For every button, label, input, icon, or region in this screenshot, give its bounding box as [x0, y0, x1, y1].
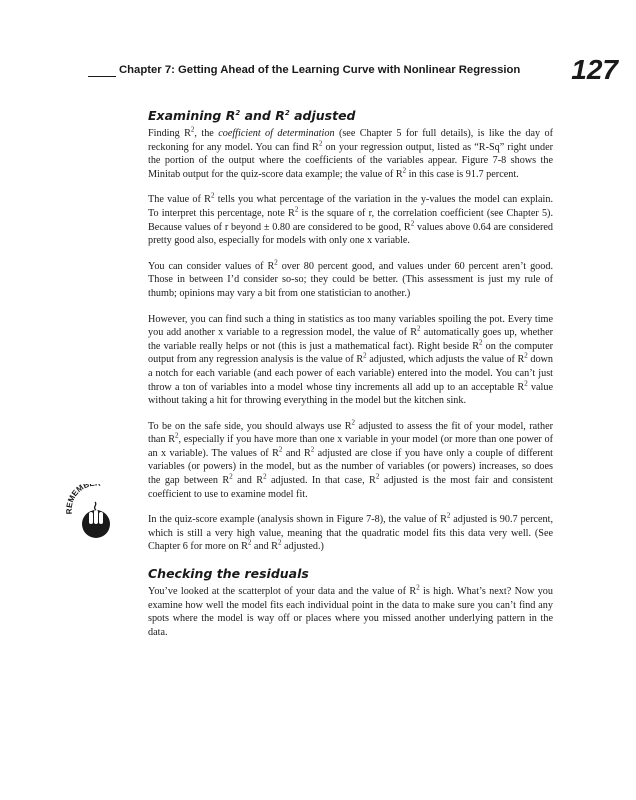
section-heading-checking-residuals: Checking the residuals: [148, 566, 309, 582]
running-header: [88, 56, 618, 96]
paragraph: However, you can find such a thing in statistics as too many variables spoiling the pot. Every time you add another x variable to a regression model, the value of $R^2$ automatically goes up, whether the variable really helps or not (this is just a mathematical fact). Right beside $R^2$ on the computer output from any regression analysis is the value of $R^2$ adjusted, which adjusts the value of $R^2$ down a notch for each variable (and each power of each variable) entered into the model. You can’t just throw a ton of variables into a model whose tiny increments all add up to an acceptable $R^2$ value without taking a hit for throwing everything in the model but the kitchen sink.: [148, 313, 554, 407]
remember-label: REMEMB: [64, 484, 91, 515]
paragraph: The value of $R^2$ tells you what percentage of the variation in the y-values the model can explain. To interpret this percentage, note $R^2$ is the square of r, the correlation coefficient (see Chapter 5). Because values of r beyond ± 0.80 are considered to be good, $R^2$ values above 0.64 are considered pretty good also, especially for models with only one x variable.: [148, 191, 553, 247]
paragraph-remember: To be on the safe side, you should always use $R^2$ adjusted to assess the fit of your model, rather than $R^2$, especially if you have more than one x variable in your model (or more than one power of an x variable). The values of $R^2$ and $R^2$ adjusted are close if you have only a couple of different variables (or powers) in the model, but as the number of variables (or powers) increases, so does the gap between $R^2$ and $R^2$ adjusted. In that case, $R^2$ adjusted is the most fair and consistent coefficient to use to examine model fit.: [148, 418, 554, 500]
chapter-title: Chapter 7: Getting Ahead of the Learning Curve with Nonlinear Regression: [119, 64, 521, 76]
remember-icon-graphic: [62, 484, 128, 544]
paragraph: In the quiz-score example (analysis shown in Figure 7-8), the value of $R^2$ adjusted is 90.7 percent, which is still a very high value, meaning that the quadratic model fits this data very well. (See Chapter 6 for more on $R^2$ and $R^2$ adjusted.): [148, 511, 553, 553]
header-rule: [88, 76, 116, 77]
paragraph: You can consider values of $R^2$ over 80 percent good, and values under 60 percent aren’t good. Those in between I’d consider so-so; they could be better. (This assessment is just my rule of thumb; opinions may vary a bit from one statistician to another.): [148, 258, 553, 299]
paragraph: Finding $R^2$, the coefficient of determination (see Chapter 5 for full details), is like the day of reckoning for any model. You can find $R^2$ on your regression output, listed as “R-Sq” right under the portion of the output where the coefficients of the variables appear. Figure 7-8 shows the Minitab output for the quiz-score data example; the value of $R^2$ in this case is 91.7 percent.: [148, 125, 554, 180]
page-number: 127: [571, 54, 618, 85]
page-content: [148, 108, 553, 651]
paragraph: You’ve looked at the scatterplot of your data and the value of $R^2$ is high. What’s next? Now you examine how well the model fits each individual point in the data to make sure you can’t find any spots where the model is way off or places where you missed another underlying pattern in the data.: [148, 583, 553, 638]
section-heading-examining-r2: Examining $R^2$ and $R^2$ adjusted: [148, 108, 356, 123]
remember-icon: [62, 484, 128, 544]
